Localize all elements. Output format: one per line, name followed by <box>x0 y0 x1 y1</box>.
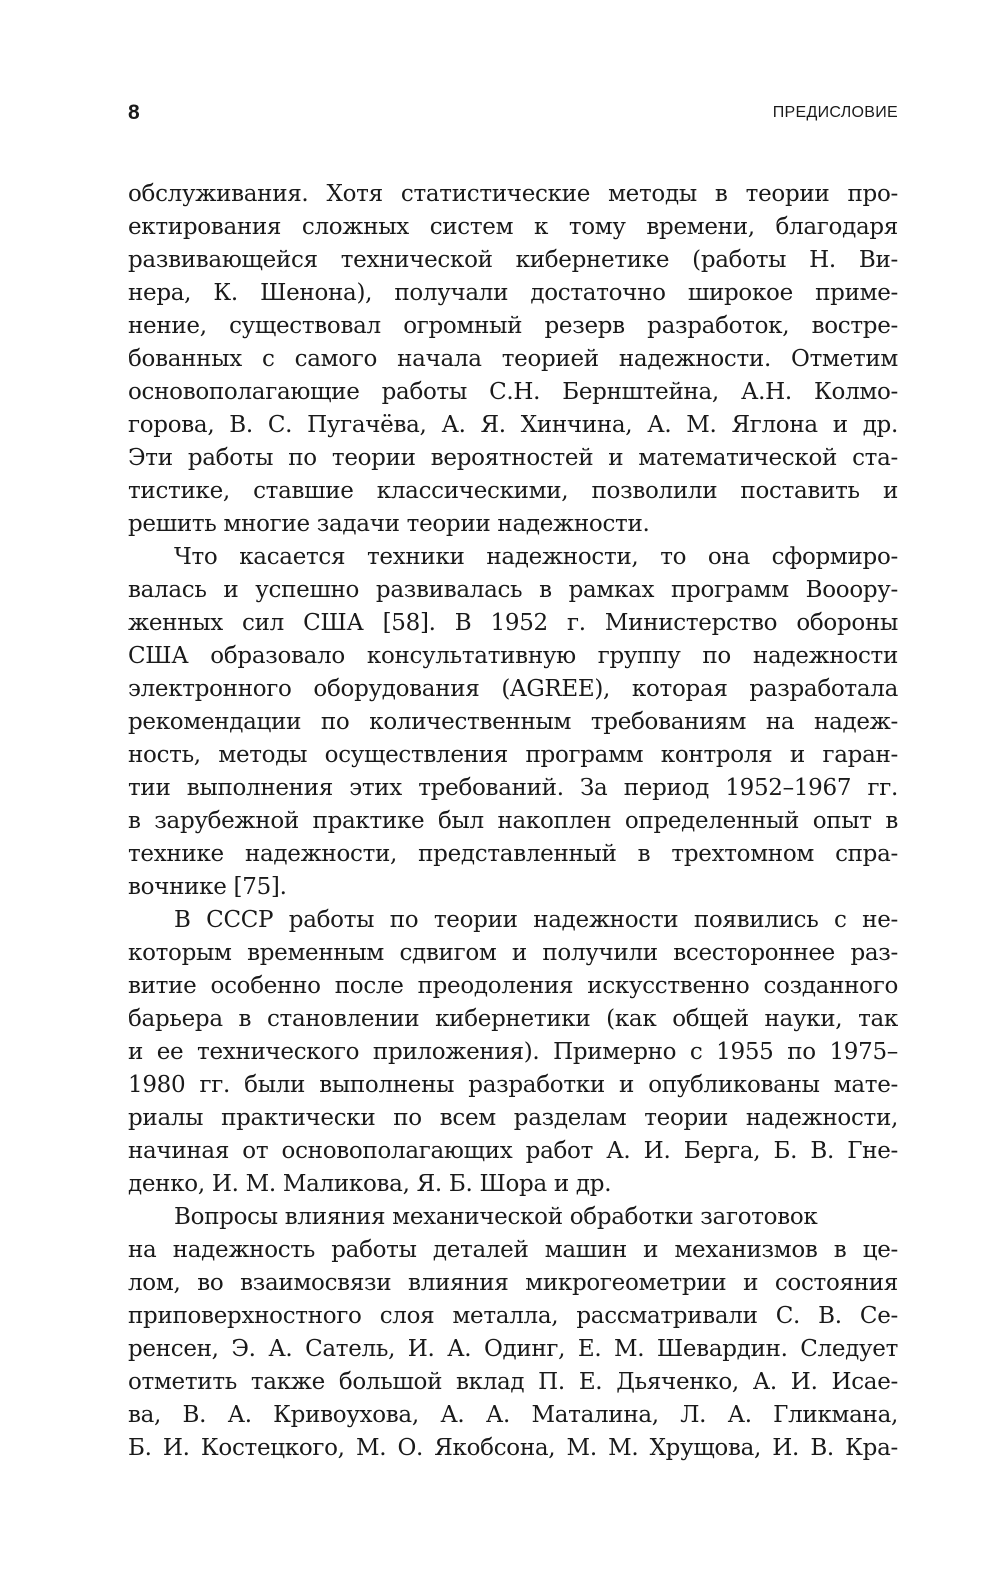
text-line: 1980 гг. были выполнены разработки и опубликованы мате- <box>128 1072 898 1098</box>
text-line: тистике, ставшие классическими, позволили поставить и <box>128 478 898 504</box>
text-line: нера, К. Шенона), получали достаточно широкое приме- <box>128 280 898 306</box>
page-number: 8 <box>128 101 140 124</box>
running-header <box>128 98 898 130</box>
text-line: Б. И. Костецкого, М. О. Якобсона, М. М. Хрущова, И. В. Кра- <box>128 1435 898 1461</box>
paragraph <box>128 541 898 904</box>
text-line: основополагающие работы С.Н. Бернштейна, А.Н. Колмо- <box>128 379 898 405</box>
paragraph <box>128 178 898 541</box>
text-line: США образовало консультативную группу по надежности <box>128 643 898 669</box>
text-line: электронного оборудования (AGREE), которая разработала <box>128 676 898 702</box>
text-line: валась и успешно развивалась в рамках программ Вооору- <box>128 577 898 603</box>
text-line: барьера в становлении кибернетики (как общей науки, так <box>128 1006 898 1032</box>
text-line: на надежность работы деталей машин и механизмов в це- <box>128 1237 898 1263</box>
paragraph <box>128 1201 898 1465</box>
text-line: лом, во взаимосвязи влияния микрогеометрии и состояния <box>128 1270 898 1296</box>
text-line: Вопросы влияния механической обработки заготовок <box>174 1204 818 1230</box>
text-line: ренсен, Э. А. Сатель, И. А. Одинг, Е. М. Шевардин. Следует <box>128 1336 898 1362</box>
section-title: ПРЕДИСЛОВИЕ <box>772 104 898 121</box>
text-line: начиная от основополагающих работ А. И. Берга, Б. В. Гне- <box>128 1138 898 1164</box>
paragraph <box>128 904 898 1201</box>
text-line: обслуживания. Хотя статистические методы в теории про- <box>128 181 898 207</box>
text-line: денко, И. М. Маликова, Я. Б. Шора и др. <box>128 1171 612 1197</box>
text-line: решить многие задачи теории надежности. <box>128 511 650 537</box>
text-line: технике надежности, представленный в трехтомном спра- <box>128 841 898 867</box>
text-line: витие особенно после преодоления искусственно созданного <box>128 973 898 999</box>
text-body <box>128 178 898 1465</box>
text-line: Эти работы по теории вероятностей и математической ста- <box>128 445 898 471</box>
text-line: горова, В. С. Пугачёва, А. Я. Хинчина, А. М. Яглона и др. <box>128 412 898 438</box>
text-line: ектирования сложных систем к тому времени, благодаря <box>128 214 898 240</box>
text-line: развивающейся технической кибернетике (работы Н. Ви- <box>128 247 898 273</box>
text-line: ва, В. А. Кривоухова, А. А. Маталина, Л. А. Гликмана, <box>128 1402 898 1428</box>
text-line: рекомендации по количественным требованиям на надеж- <box>128 709 898 735</box>
text-line: Что касается техники надежности, то она сформиро- <box>174 544 898 570</box>
text-line: и ее технического приложения). Примерно с 1955 по 1975– <box>128 1039 898 1065</box>
text-line: приповерхностного слоя металла, рассматривали С. В. Се- <box>128 1303 898 1329</box>
text-line: риалы практически по всем разделам теории надежности, <box>128 1105 898 1131</box>
text-line: В СССР работы по теории надежности появились с не- <box>174 907 898 933</box>
text-line: бованных с самого начала теорией надежности. Отметим <box>128 346 898 372</box>
text-line: отметить также большой вклад П. Е. Дьяченко, А. И. Исае- <box>128 1369 898 1395</box>
text-line: которым временным сдвигом и получили всестороннее раз- <box>128 940 898 966</box>
text-line: в зарубежной практике был накоплен определенный опыт в <box>128 808 898 834</box>
text-line: тии выполнения этих требований. За период 1952–1967 гг. <box>128 775 898 801</box>
text-line: вочнике [75]. <box>128 874 287 900</box>
text-line: ность, методы осуществления программ контроля и гаран- <box>128 742 898 768</box>
text-line: нение, существовал огромный резерв разработок, востре- <box>128 313 898 339</box>
text-line: женных сил США [58]. В 1952 г. Министерство обороны <box>128 610 898 636</box>
